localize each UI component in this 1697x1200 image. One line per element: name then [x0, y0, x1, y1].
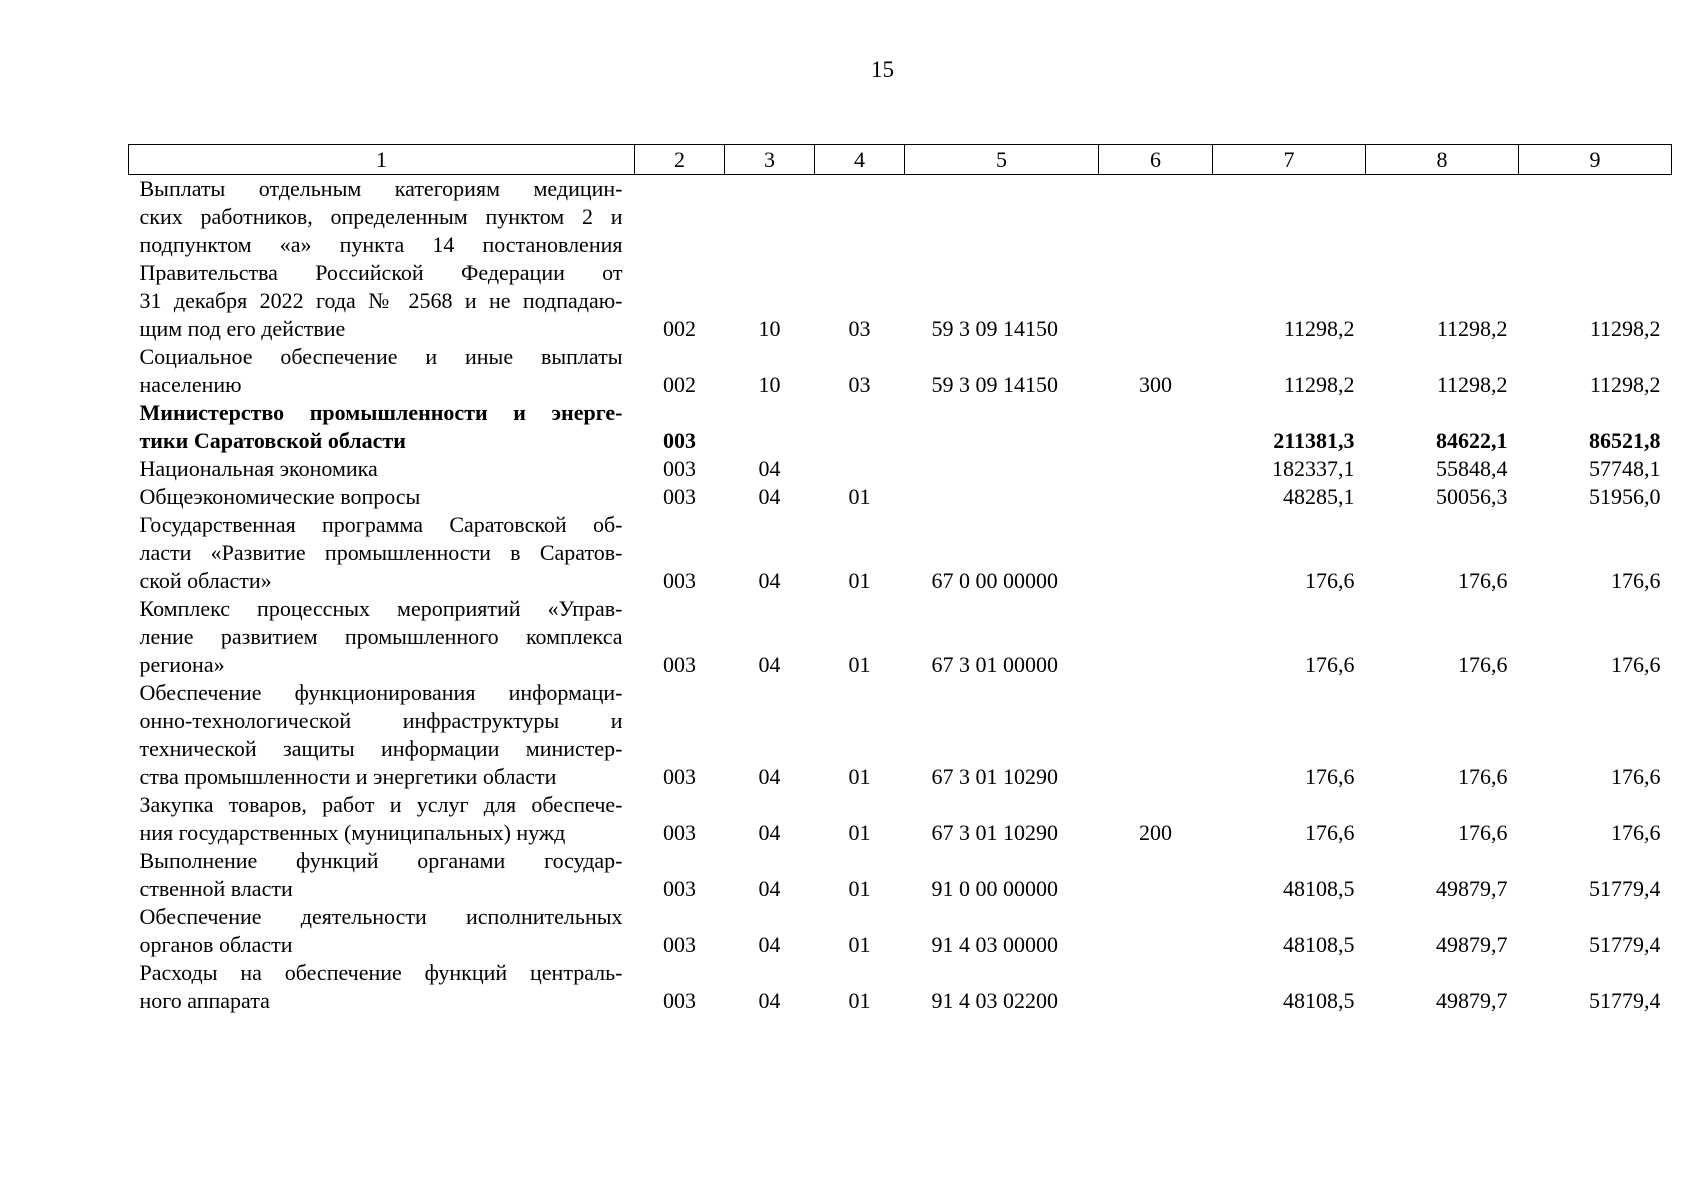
cell-item-name [129, 343, 635, 399]
cell-expense-type [1099, 847, 1213, 903]
cell-amount-year3: 51779,4 [1589, 988, 1661, 1013]
cell-ministry-code: 003 [663, 820, 696, 845]
cell-expense-type [1099, 175, 1213, 344]
cell-ministry-code: 003 [663, 764, 696, 789]
column-header: 2 [635, 145, 725, 175]
cell-target-article: 67 3 01 00000 [931, 652, 1058, 677]
cell-target-article: 91 4 03 00000 [931, 932, 1058, 957]
cell-amount-year2: 11298,2 [1436, 316, 1508, 341]
table-row [129, 511, 1672, 595]
cell-section: 04 [758, 484, 781, 509]
table-row [129, 483, 1672, 511]
cell-amount-year1: 48108,5 [1283, 988, 1355, 1013]
item-name-line: Министерство промышленности и энерге- [139, 400, 623, 425]
cell-amount-year3: 176,6 [1611, 568, 1661, 593]
cell-target-article: 67 3 01 10290 [931, 764, 1058, 789]
cell-amount-year3: 86521,8 [1589, 428, 1661, 453]
column-header: 8 [1366, 145, 1519, 175]
cell-amount-year1: 176,6 [1305, 820, 1355, 845]
item-name-line: ласти «Развитие промышленности в Саратов- [139, 540, 623, 565]
cell-amount-year3: 51779,4 [1589, 932, 1661, 957]
item-name-line: технической защиты информации министер- [139, 736, 623, 761]
item-name-line: Правительства Российской Федерации от [139, 260, 623, 285]
cell-target-article: 67 3 01 10290 [931, 820, 1058, 845]
item-name-line: подпунктом «а» пункта 14 постановления [139, 232, 623, 257]
cell-subsection: 03 [848, 372, 871, 397]
table-row [129, 175, 1672, 344]
item-name-line: Обеспечение деятельности исполнительных [139, 904, 623, 929]
cell-amount-year1: 48285,1 [1283, 484, 1355, 509]
cell-amount-year1: 11298,2 [1283, 316, 1355, 341]
cell-expense-type [1099, 679, 1213, 791]
column-header: 1 [129, 145, 635, 175]
cell-amount-year2: 84622,1 [1436, 428, 1508, 453]
page-number: 15 [871, 57, 894, 82]
cell-amount-year1: 176,6 [1305, 652, 1355, 677]
cell-ministry-code: 003 [663, 568, 696, 593]
table-row [129, 959, 1672, 1015]
cell-expense-type: 200 [1139, 820, 1172, 845]
cell-subsection: 01 [848, 932, 871, 957]
cell-ministry-code: 002 [663, 316, 696, 341]
cell-amount-year1: 182337,1 [1272, 456, 1355, 481]
cell-item-name [129, 679, 635, 791]
cell-expense-type [1099, 511, 1213, 595]
item-name-line: Обеспечение функционирования информаци- [139, 680, 623, 705]
cell-section [725, 399, 815, 455]
column-header: 3 [725, 145, 815, 175]
cell-expense-type [1099, 595, 1213, 679]
cell-amount-year2: 49879,7 [1436, 876, 1508, 901]
table-row [129, 343, 1672, 399]
item-name-line: 31 декабря 2022 года № 2568 и не подпадаю- [139, 288, 623, 313]
cell-section: 10 [758, 316, 781, 341]
cell-amount-year3: 176,6 [1611, 652, 1661, 677]
cell-ministry-code: 003 [663, 484, 696, 509]
table-row [129, 903, 1672, 959]
item-name-line: ства промышленности и энергетики области [139, 764, 557, 789]
cell-amount-year1: 211381,3 [1273, 428, 1355, 453]
cell-expense-type [1099, 455, 1213, 483]
cell-section: 04 [758, 764, 781, 789]
cell-ministry-code: 003 [663, 428, 696, 453]
cell-target-article: 67 0 00 00000 [931, 568, 1058, 593]
cell-item-name [129, 399, 635, 455]
cell-section: 04 [758, 876, 781, 901]
cell-amount-year2: 176,6 [1458, 764, 1508, 789]
cell-section: 04 [758, 932, 781, 957]
column-header: 5 [905, 145, 1099, 175]
cell-amount-year3: 57748,1 [1589, 456, 1661, 481]
item-name-line: региона» [139, 652, 225, 677]
item-name-line: ного аппарата [139, 988, 270, 1013]
cell-target-article [905, 399, 1099, 455]
item-name-line: онно-технологической инфраструктуры и [139, 708, 623, 733]
column-header: 7 [1213, 145, 1366, 175]
cell-amount-year3: 11298,2 [1589, 316, 1661, 341]
cell-section: 04 [758, 456, 781, 481]
cell-amount-year1: 48108,5 [1283, 932, 1355, 957]
cell-target-article [905, 483, 1099, 511]
table-row [129, 679, 1672, 791]
cell-amount-year3: 176,6 [1611, 820, 1661, 845]
cell-expense-type [1099, 483, 1213, 511]
cell-target-article: 91 0 00 00000 [931, 876, 1058, 901]
item-name-line: тики Саратовской области [139, 428, 406, 453]
item-name-line: Социальное обеспечение и иные выплаты [139, 344, 623, 369]
item-name-line: Государственная программа Саратовской об- [139, 512, 623, 537]
cell-expense-type [1099, 399, 1213, 455]
table-row [129, 791, 1672, 847]
cell-amount-year2: 176,6 [1458, 820, 1508, 845]
item-name-line: ление развитием промышленного комплекса [139, 624, 623, 649]
cell-item-name [129, 959, 635, 1015]
cell-item-name [129, 483, 635, 511]
cell-ministry-code: 003 [663, 988, 696, 1013]
item-name-line: Закупка товаров, работ и услуг для обеспече- [139, 792, 623, 817]
table-row [129, 455, 1672, 483]
cell-subsection: 01 [848, 484, 871, 509]
cell-amount-year2: 55848,4 [1436, 456, 1508, 481]
cell-amount-year2: 49879,7 [1436, 988, 1508, 1013]
item-name-line: ской области» [139, 568, 272, 593]
cell-ministry-code: 003 [663, 456, 696, 481]
cell-amount-year1: 11298,2 [1283, 372, 1355, 397]
cell-section: 04 [758, 652, 781, 677]
cell-target-article [905, 455, 1099, 483]
cell-item-name [129, 175, 635, 344]
item-name-line: Общеэкономические вопросы [139, 484, 421, 509]
cell-section: 04 [758, 568, 781, 593]
cell-subsection: 01 [848, 652, 871, 677]
cell-subsection: 01 [848, 988, 871, 1013]
cell-target-article: 59 3 09 14150 [931, 372, 1058, 397]
cell-expense-type [1099, 903, 1213, 959]
item-name-line: Комплекс процессных мероприятий «Управ- [139, 596, 623, 621]
cell-expense-type [1099, 959, 1213, 1015]
cell-ministry-code: 003 [663, 876, 696, 901]
cell-item-name [129, 455, 635, 483]
cell-ministry-code: 003 [663, 932, 696, 957]
table-row [129, 399, 1672, 455]
cell-amount-year1: 176,6 [1305, 568, 1355, 593]
cell-target-article: 91 4 03 02200 [931, 988, 1058, 1013]
cell-amount-year2: 50056,3 [1436, 484, 1508, 509]
cell-amount-year2: 11298,2 [1436, 372, 1508, 397]
item-name-line: Выполнение функций органами государ- [139, 848, 623, 873]
item-name-line: ственной власти [139, 876, 293, 901]
item-name-line: населению [139, 372, 242, 397]
cell-item-name [129, 595, 635, 679]
table-row [129, 847, 1672, 903]
table-header-row [129, 145, 1672, 175]
cell-section: 10 [758, 372, 781, 397]
cell-amount-year2: 49879,7 [1436, 932, 1508, 957]
cell-amount-year3: 11298,2 [1589, 372, 1661, 397]
item-name-line: ских работников, определенным пунктом 2 и [139, 204, 623, 229]
cell-amount-year3: 176,6 [1611, 764, 1661, 789]
cell-subsection: 01 [848, 764, 871, 789]
cell-ministry-code: 003 [663, 652, 696, 677]
cell-amount-year1: 176,6 [1305, 764, 1355, 789]
cell-subsection: 01 [848, 876, 871, 901]
budget-table [128, 144, 1672, 1015]
item-name-line: ния государственных (муниципальных) нужд [139, 820, 566, 845]
cell-section: 04 [758, 988, 781, 1013]
cell-expense-type: 300 [1139, 372, 1172, 397]
column-header: 9 [1519, 145, 1672, 175]
cell-item-name [129, 903, 635, 959]
item-name-line: органов области [139, 932, 293, 957]
item-name-line: Расходы на обеспечение функций централь- [139, 960, 623, 985]
cell-subsection: 01 [848, 820, 871, 845]
cell-amount-year2: 176,6 [1458, 652, 1508, 677]
cell-subsection [815, 399, 905, 455]
cell-target-article: 59 3 09 14150 [931, 316, 1058, 341]
cell-amount-year1: 48108,5 [1283, 876, 1355, 901]
cell-subsection: 03 [848, 316, 871, 341]
item-name-line: Выплаты отдельным категориям медицин- [139, 176, 623, 201]
cell-subsection [815, 455, 905, 483]
cell-ministry-code: 002 [663, 372, 696, 397]
cell-section: 04 [758, 820, 781, 845]
cell-item-name [129, 847, 635, 903]
table-row [129, 595, 1672, 679]
cell-item-name [129, 791, 635, 847]
column-header: 4 [815, 145, 905, 175]
column-header: 6 [1099, 145, 1213, 175]
item-name-line: щим под его действие [139, 316, 346, 341]
item-name-line: Национальная экономика [139, 456, 378, 481]
cell-item-name [129, 511, 635, 595]
cell-amount-year2: 176,6 [1458, 568, 1508, 593]
cell-amount-year3: 51956,0 [1589, 484, 1661, 509]
table-body [129, 175, 1672, 1016]
cell-amount-year3: 51779,4 [1589, 876, 1661, 901]
cell-subsection: 01 [848, 568, 871, 593]
